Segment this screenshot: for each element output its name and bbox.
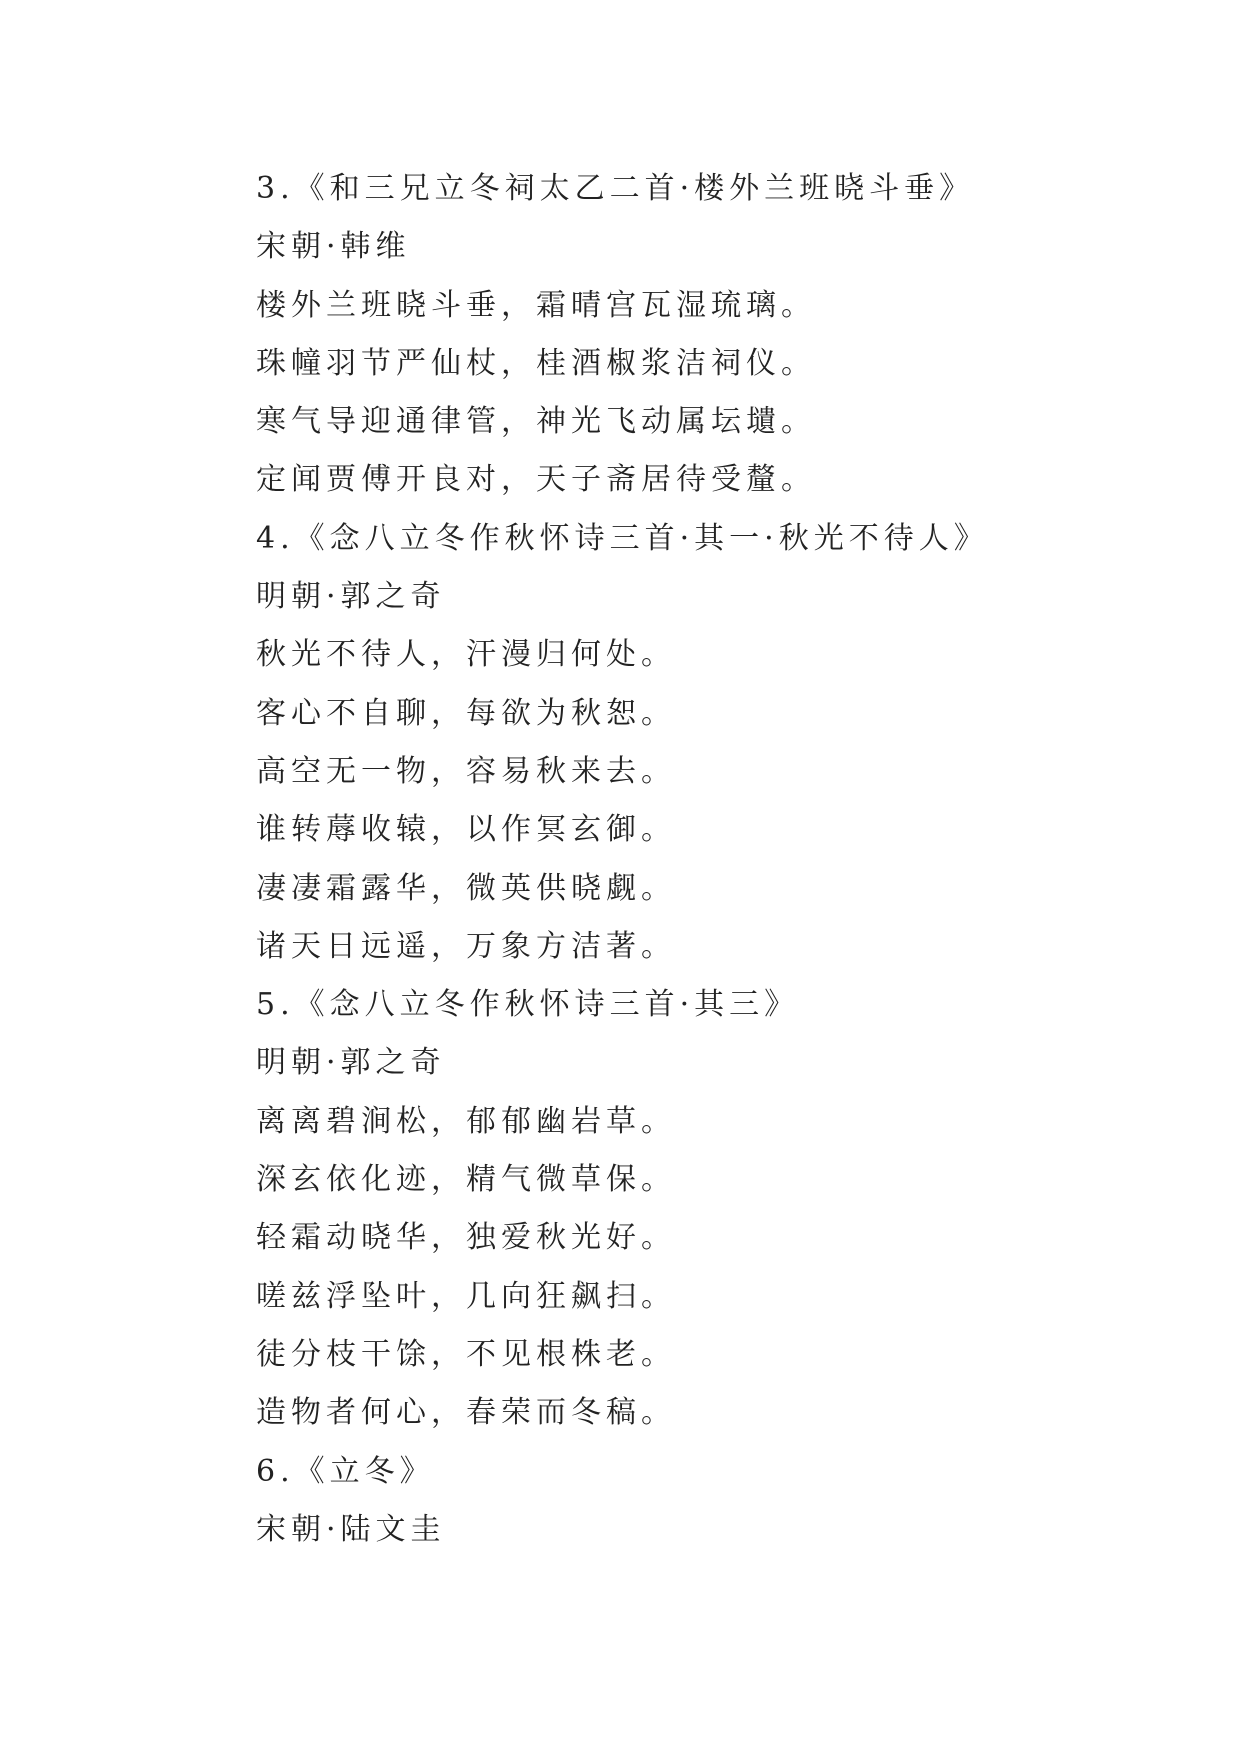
poem-author: 宋朝·韩维 (256, 229, 411, 265)
document-page (256, 160, 1156, 1559)
poem-line: 离离碧涧松，郁郁幽岩草。 (256, 1103, 676, 1139)
poem-line: 深玄依化迹，精气微草保。 (256, 1162, 676, 1198)
poem-author: 宋朝·陆文圭 (256, 1511, 446, 1547)
poem-line: 高空无一物，容易秋来去。 (256, 753, 676, 789)
poem-line: 寒气导迎通律管，神光飞动属坛壝。 (256, 404, 816, 440)
poem-line: 嗟兹浮坠叶，几向狂飙扫。 (256, 1278, 676, 1314)
poem-line: 凄凄霜露华，微英供晓觑。 (256, 870, 676, 906)
poem-line: 秋光不待人，汗漫归何处。 (256, 637, 676, 673)
poem-title: 6.《立冬》 (256, 1453, 435, 1489)
poem-line: 诸天日远遥，万象方洁著。 (256, 928, 676, 964)
poem-line: 轻霜动晓华，独爱秋光好。 (256, 1220, 676, 1256)
poem-line: 定闻贾傅开良对，天子斋居待受釐。 (256, 462, 816, 498)
poem-title: 4.《念八立冬作秋怀诗三首·其一·秋光不待人》 (256, 520, 989, 556)
poem-line: 楼外兰班晓斗垂，霜晴宫瓦湿琉璃。 (256, 287, 816, 323)
poem-title: 5.《念八立冬作秋怀诗三首·其三》 (256, 987, 800, 1023)
poem-author: 明朝·郭之奇 (256, 579, 446, 615)
poem-line: 谁转蓐收辕，以作冥玄御。 (256, 812, 676, 848)
poem-line: 徒分枝干馀，不见根株老。 (256, 1336, 676, 1372)
poem-line: 客心不自聊，每欲为秋恕。 (256, 695, 676, 731)
poem-author: 明朝·郭之奇 (256, 1045, 446, 1081)
poem-title: 3.《和三兄立冬祠太乙二首·楼外兰班晓斗垂》 (256, 171, 975, 206)
poem-line: 造物者何心，春荣而冬稿。 (256, 1395, 676, 1431)
poem-line: 珠幢羽节严仙杖，桂酒椒浆洁祠仪。 (256, 345, 816, 381)
